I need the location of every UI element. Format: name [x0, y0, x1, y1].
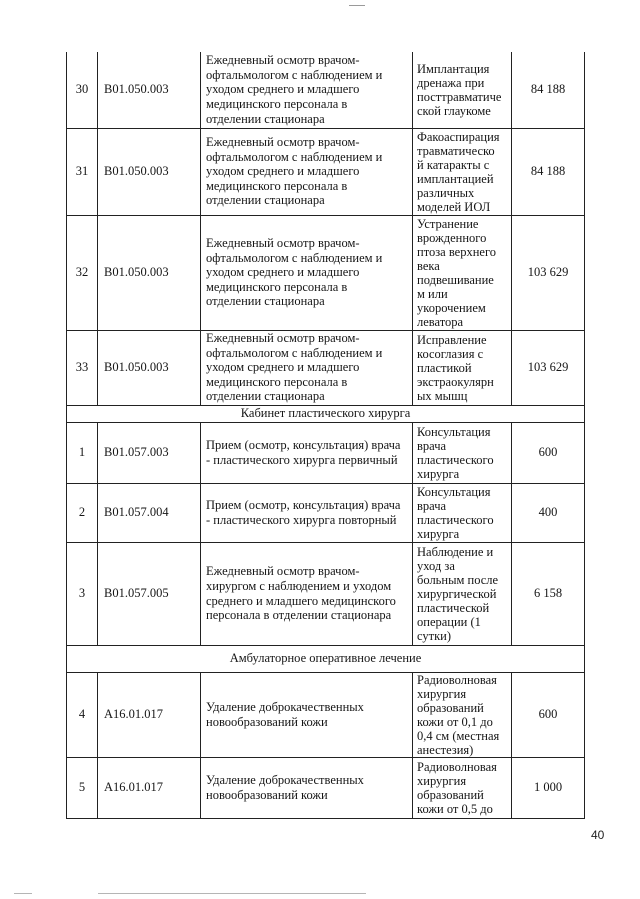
row-number: 5	[67, 757, 98, 818]
description-line: Ежедневный осмотр врачом-	[206, 135, 360, 150]
service-name-line: косоглазия с	[417, 346, 484, 361]
table-row	[67, 757, 585, 818]
service-name-line: века	[417, 258, 440, 273]
description-cell	[201, 215, 413, 330]
service-name-line: Устранение	[417, 216, 479, 231]
price: 103 629	[512, 215, 585, 330]
section-title: Амбулаторное оперативное лечение	[67, 645, 585, 672]
section-title: Кабинет пластического хирурга	[67, 405, 585, 422]
service-code: A16.01.017	[98, 757, 201, 818]
service-name-line: Радиоволновая	[417, 759, 497, 774]
description-line: уходом среднего и младшего	[206, 164, 360, 179]
service-name-cell	[413, 52, 512, 128]
description-line: офтальмологом с наблюдением и	[206, 345, 383, 360]
service-name-line: различных	[417, 185, 475, 200]
row-number: 32	[67, 215, 98, 330]
description-line: Ежедневный осмотр врачом-	[206, 53, 360, 68]
description-line: отделении стационара	[206, 193, 325, 208]
service-name-line: пластикой	[417, 360, 472, 375]
service-name-line: леватора	[417, 314, 464, 329]
service-name-line: Исправление	[417, 332, 487, 347]
description-line: новообразований кожи	[206, 714, 328, 729]
service-name-line: хирурга	[417, 526, 460, 541]
service-name-line: врожденного	[417, 230, 487, 245]
service-name-line: образований	[417, 787, 484, 802]
service-code: B01.057.004	[98, 483, 201, 542]
description-line: Прием (осмотр, консультация) врача	[206, 437, 401, 452]
description-line: персонала в отделении стационара	[206, 608, 392, 623]
description-cell	[201, 757, 413, 818]
row-number: 1	[67, 422, 98, 483]
service-name-line: экстраокулярн	[417, 374, 494, 389]
service-name-line: врача	[417, 498, 447, 513]
description-line: медицинского персонала в	[206, 178, 348, 193]
service-name-line: имплантацией	[417, 171, 494, 186]
row-number: 31	[67, 128, 98, 215]
service-name-cell	[413, 483, 512, 542]
service-name-cell	[413, 757, 512, 818]
service-name-cell	[413, 128, 512, 215]
service-name-line: дренажа при	[417, 75, 485, 90]
description-line: уходом среднего и младшего	[206, 82, 360, 97]
description-line: отделении стационара	[206, 111, 325, 126]
scan-mark-bottom-left	[14, 893, 32, 894]
service-name-line: пластической	[417, 600, 490, 615]
service-name-cell	[413, 422, 512, 483]
description-line: уходом среднего и младшего	[206, 360, 360, 375]
service-name-cell	[413, 542, 512, 645]
service-name-line: пластического	[417, 512, 494, 527]
price: 400	[512, 483, 585, 542]
service-name-line: Консультация	[417, 424, 491, 439]
service-name-line: кожи от 0,5 до	[417, 801, 493, 816]
row-number: 30	[67, 52, 98, 128]
service-name-line: Радиоволновая	[417, 672, 497, 687]
price: 600	[512, 422, 585, 483]
description-line: Прием (осмотр, консультация) врача	[206, 497, 401, 512]
price-table	[66, 52, 585, 819]
description-line: новообразований кожи	[206, 787, 328, 802]
service-name-line: й катаракты с	[417, 157, 490, 172]
section-header-row	[67, 645, 585, 672]
service-name-line: операции (1	[417, 614, 481, 629]
table-row	[67, 128, 585, 215]
description-line: офтальмологом с наблюдением и	[206, 250, 383, 265]
service-name-line: кожи от 0,1 до	[417, 714, 493, 729]
service-name-line: сутки)	[417, 628, 452, 643]
service-name-line: хирургия	[417, 686, 467, 701]
service-name-line: Наблюдение и	[417, 544, 494, 559]
service-name-line: 0,4 см (местная	[417, 728, 500, 743]
service-code: B01.050.003	[98, 330, 201, 405]
service-name-line: Факоаспирация	[417, 129, 500, 144]
table-row	[67, 215, 585, 330]
description-line: Ежедневный осмотр врачом-	[206, 564, 360, 579]
description-line: Удаление доброкачественных	[206, 772, 364, 787]
service-name-line: пластического	[417, 452, 494, 467]
service-name-line: хирурга	[417, 466, 460, 481]
table-row	[67, 330, 585, 405]
description-line: офтальмологом с наблюдением и	[206, 67, 383, 82]
row-number: 33	[67, 330, 98, 405]
service-name-line: уход за	[417, 558, 455, 573]
table-row	[67, 672, 585, 757]
service-name-line: больным после	[417, 572, 499, 587]
price: 84 188	[512, 128, 585, 215]
service-name-line: посттравматиче	[417, 89, 502, 104]
description-line: отделении стационара	[206, 389, 325, 404]
service-code: B01.057.003	[98, 422, 201, 483]
service-code: B01.050.003	[98, 52, 201, 128]
description-line: Удаление доброкачественных	[206, 699, 364, 714]
description-cell	[201, 330, 413, 405]
description-line: медицинского персонала в	[206, 97, 348, 112]
service-name-line: птоза верхнего	[417, 244, 497, 259]
description-cell	[201, 422, 413, 483]
service-code: B01.050.003	[98, 215, 201, 330]
description-line: медицинского персонала в	[206, 374, 348, 389]
service-name-line: м или	[417, 286, 448, 301]
service-code: A16.01.017	[98, 672, 201, 757]
description-cell	[201, 483, 413, 542]
scan-mark-top	[349, 5, 365, 6]
row-number: 2	[67, 483, 98, 542]
service-name-cell	[413, 672, 512, 757]
service-name-line: Консультация	[417, 484, 491, 499]
row-number: 4	[67, 672, 98, 757]
service-name-cell	[413, 330, 512, 405]
description-line: медицинского персонала в	[206, 279, 348, 294]
scan-mark-bottom	[98, 893, 366, 894]
service-name-line: подвешивание	[417, 272, 494, 287]
service-name-line: ых мышц	[417, 388, 468, 403]
service-name-line: травматическо	[417, 143, 495, 158]
table-row	[67, 542, 585, 645]
service-code: B01.057.005	[98, 542, 201, 645]
description-line: среднего и младшего медицинского	[206, 593, 396, 608]
service-name-line: врача	[417, 438, 447, 453]
price-table-body	[67, 52, 585, 818]
price: 6 158	[512, 542, 585, 645]
description-line: Ежедневный осмотр врачом-	[206, 331, 360, 346]
description-line: - пластического хирурга первичный	[206, 452, 398, 467]
table-row	[67, 483, 585, 542]
row-number: 3	[67, 542, 98, 645]
description-cell	[201, 672, 413, 757]
description-line: Ежедневный осмотр врачом-	[206, 236, 360, 251]
service-name-line: анестезия)	[417, 742, 474, 757]
price: 103 629	[512, 330, 585, 405]
service-name-line: моделей ИОЛ	[417, 199, 491, 214]
service-name-line: Имплантация	[417, 61, 490, 76]
description-cell	[201, 52, 413, 128]
description-line: - пластического хирурга повторный	[206, 512, 397, 527]
service-name-line: образований	[417, 700, 484, 715]
table-row	[67, 52, 585, 128]
page-number: 40	[591, 828, 605, 842]
description-line: хирургом с наблюдением и уходом	[206, 578, 392, 593]
table-row	[67, 422, 585, 483]
description-line: офтальмологом с наблюдением и	[206, 149, 383, 164]
description-line: уходом среднего и младшего	[206, 265, 360, 280]
service-name-line: хирургической	[417, 586, 497, 601]
service-name-line: ской глаукоме	[417, 103, 491, 118]
section-header-row	[67, 405, 585, 422]
description-cell	[201, 542, 413, 645]
description-cell	[201, 128, 413, 215]
price: 1 000	[512, 757, 585, 818]
service-name-line: укорочением	[417, 300, 486, 315]
service-name-cell	[413, 215, 512, 330]
price: 600	[512, 672, 585, 757]
service-code: B01.050.003	[98, 128, 201, 215]
price: 84 188	[512, 52, 585, 128]
description-line: отделении стационара	[206, 294, 325, 309]
service-name-line: хирургия	[417, 773, 467, 788]
